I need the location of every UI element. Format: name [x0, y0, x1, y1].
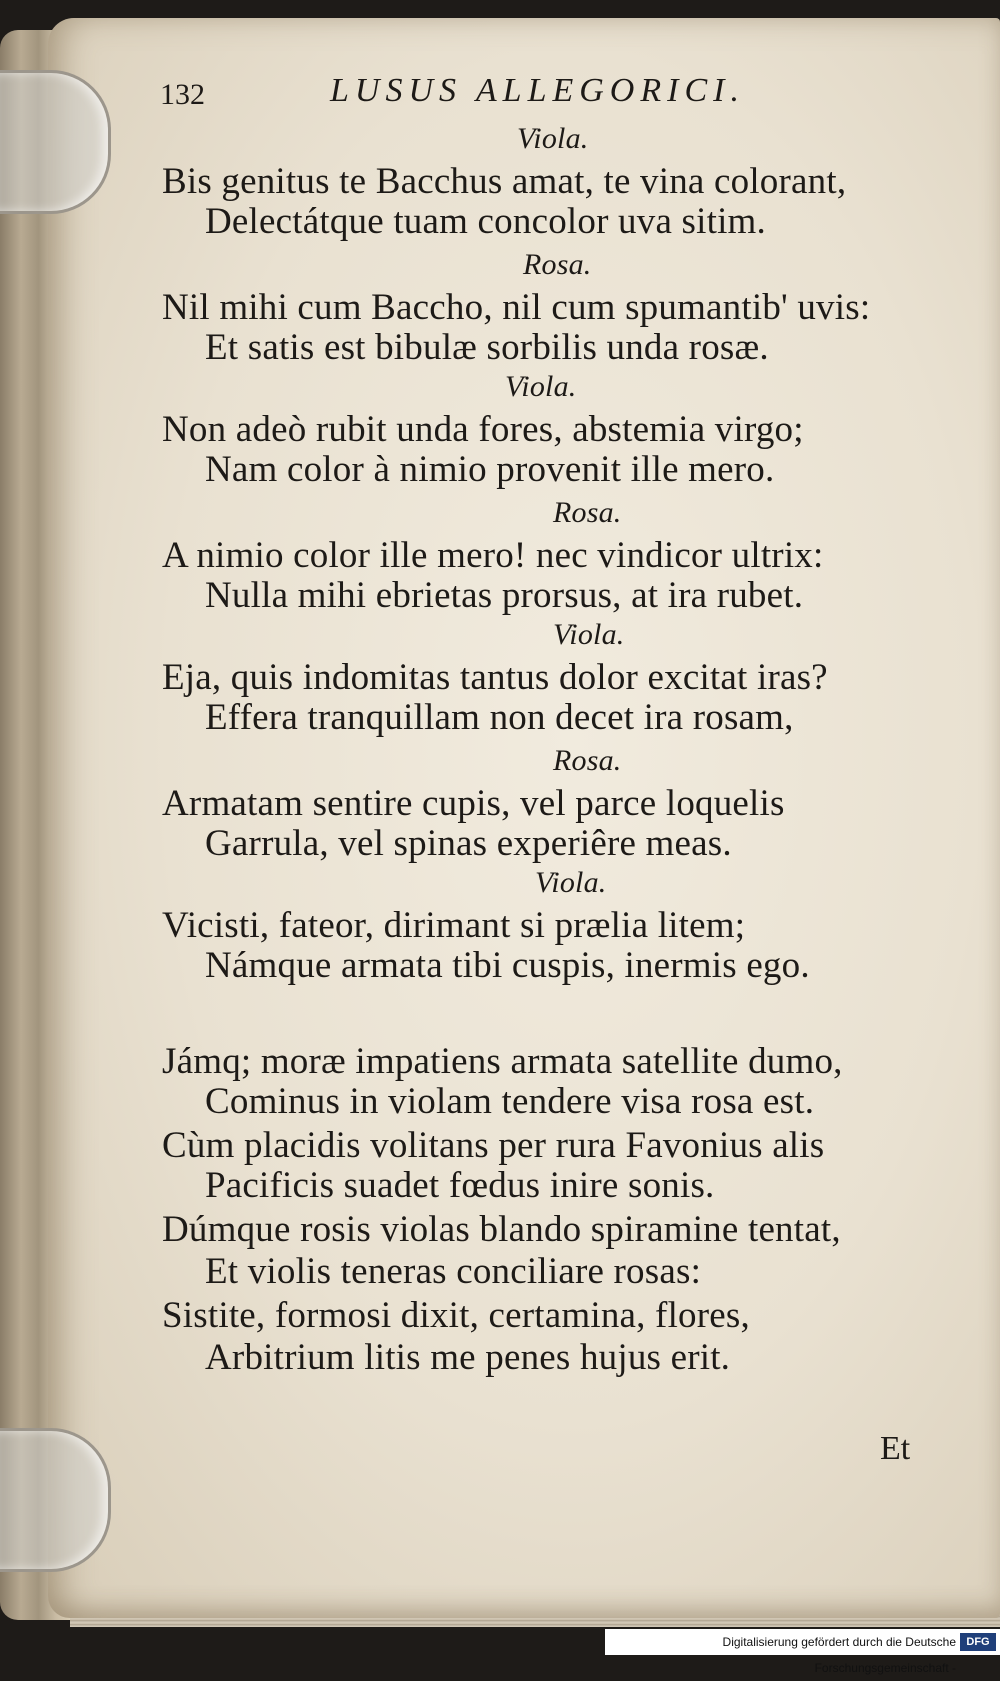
verse-line: Nil mihi cum Baccho, nil cum spumantib' uvis: [162, 287, 871, 328]
speaker-label: Rosa. [553, 744, 622, 777]
verse-line: A nimio color ille mero! nec vindicor ultrix: [162, 535, 824, 576]
verse-line: Sistite, formosi dixit, certamina, flores, [162, 1295, 750, 1336]
verse-line: Cominus in violam tendere visa rosa est. [205, 1081, 815, 1122]
speaker-label: Viola. [517, 122, 589, 155]
verse-line: Jámq; moræ impatiens armata satellite dumo, [162, 1041, 843, 1082]
digitization-credit: Digitalisierung gefördert durch die Deutsche Forschungsgemeinschaft - [605, 1629, 1000, 1655]
verse-line: Et violis teneras conciliare rosas: [205, 1251, 702, 1292]
verse-line: Nulla mihi ebrietas prorsus, at ira rubet. [205, 575, 804, 616]
speaker-label: Viola. [553, 618, 625, 651]
verse-line: Armatam sentire cupis, vel parce loquelis [162, 783, 785, 824]
verse-line: Arbitrium litis me penes hujus erit. [205, 1337, 731, 1378]
verse-line: Delectátque tuam concolor uva sitim. [205, 201, 766, 242]
speaker-label: Viola. [505, 370, 577, 403]
verse-line: Cùm placidis volitans per rura Favonius alis [162, 1125, 825, 1166]
verse-line: Non adeò rubit unda fores, abstemia virgo; [162, 409, 804, 450]
speaker-label: Rosa. [523, 248, 592, 281]
verse-line: Námque armata tibi cuspis, inermis ego. [205, 945, 810, 986]
verse-line: Vicisti, fateor, dirimant si prælia litem; [162, 905, 746, 946]
verse-line: Et satis est bibulæ sorbilis unda rosæ. [205, 327, 769, 368]
running-title: LUSUS ALLEGORICI. [330, 72, 745, 109]
verse-line: Effera tranquillam non decet ira rosam, [205, 697, 794, 738]
speaker-label: Viola. [535, 866, 607, 899]
dfg-logo: DFG [960, 1633, 996, 1651]
speaker-label: Rosa. [553, 496, 622, 529]
page-number: 132 [160, 78, 205, 111]
verse-line: Dúmque rosis violas blando spiramine tentat, [162, 1209, 841, 1250]
verse-line: Pacificis suadet fœdus inire sonis. [205, 1165, 715, 1206]
verse-line: Garrula, vel spinas experiêre meas. [205, 823, 732, 864]
verse-line: Eja, quis indomitas tantus dolor excitat iras? [162, 657, 828, 698]
catchword: Et [880, 1430, 911, 1467]
verse-line: Nam color à nimio provenit ille mero. [205, 449, 775, 490]
verse-line: Bis genitus te Bacchus amat, te vina colorant, [162, 161, 847, 202]
